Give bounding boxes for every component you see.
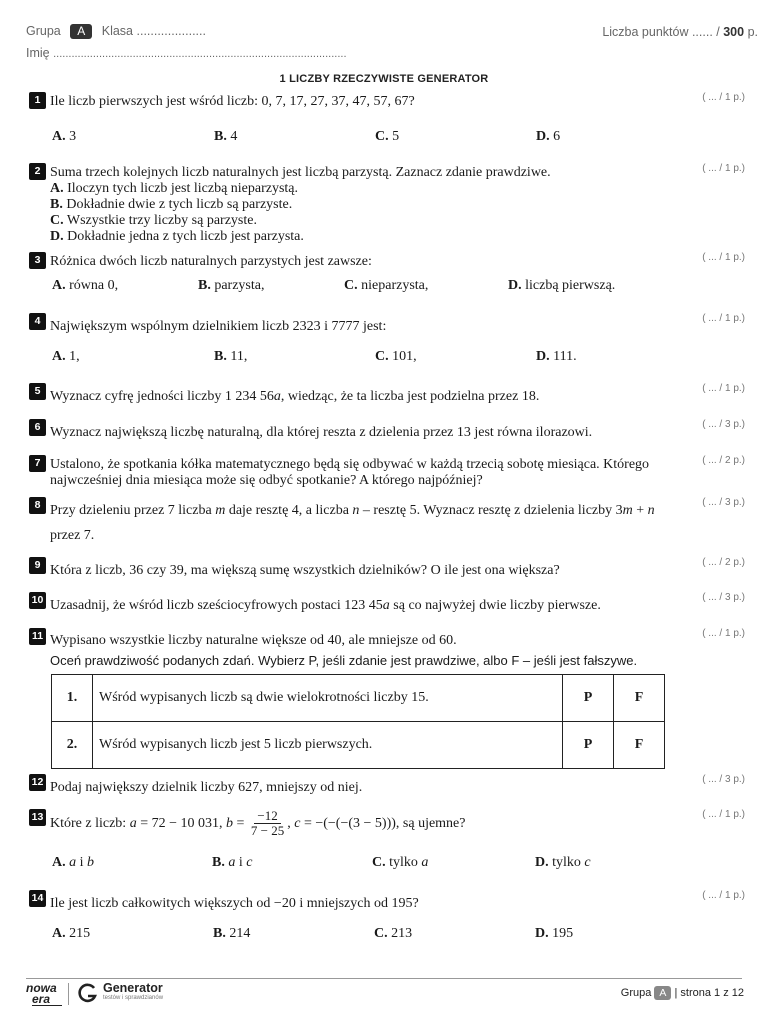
- question-1: [29, 92, 756, 110]
- answer-c[interactable]: C. 213: [374, 926, 413, 941]
- answer-b[interactable]: B. 4: [214, 129, 238, 144]
- question-text: Wypisano wszystkie liczby naturalne większe od 40, ale mniejsze od 60. Oceń prawdziwość podanych zdań. Wybierz P, jeśli zdanie jest prawdziwe, albo F – jeśli jest fałszywe.: [50, 628, 756, 669]
- name-dots[interactable]: ................................................................................................: [53, 48, 347, 60]
- question-number: 4: [29, 313, 46, 330]
- header-points: [602, 25, 758, 39]
- row-number: 2.: [52, 722, 93, 769]
- points-total: 300: [723, 25, 745, 39]
- true-option[interactable]: P: [563, 722, 614, 769]
- question-points: ( ... / 1 p.): [702, 809, 745, 820]
- answer-b[interactable]: B. Dokładnie dwie z tych liczb są parzyste.: [50, 197, 293, 212]
- question-text: Ile jest liczb całkowitych większych od −20 i mniejszych od 195?: [50, 896, 419, 911]
- answer-a[interactable]: A. a i b: [52, 855, 95, 870]
- question-points: ( ... / 1 p.): [702, 163, 745, 174]
- question-4: [29, 313, 756, 335]
- answer-c[interactable]: C. 101,: [375, 349, 417, 364]
- answer-d[interactable]: D. 6: [536, 129, 561, 144]
- answer-c[interactable]: C. tylko a: [372, 855, 429, 870]
- class-dots[interactable]: ....................: [136, 24, 206, 38]
- question-text: Wyznacz cyfrę jedności liczby 1 234 56a, wiedząc, że ta liczba jest podzielna przez 18.: [50, 389, 540, 404]
- page-title: 1 LICZBY RZECZYWISTE GENERATOR: [279, 73, 489, 85]
- footer-divider: [26, 978, 742, 979]
- answer-c[interactable]: C. nieparzysta,: [344, 278, 429, 293]
- question-points: ( ... / 1 p.): [702, 92, 745, 103]
- points-unit: p.: [747, 25, 758, 39]
- question-number: 12: [29, 774, 46, 791]
- logo-separator: [68, 983, 69, 1005]
- false-option[interactable]: F: [614, 675, 665, 722]
- question-text: Ile liczb pierwszych jest wśród liczb: 0, 7, 17, 27, 37, 47, 57, 67?: [50, 94, 415, 109]
- row-statement: Wśród wypisanych liczb są dwie wielokrotności liczby 15.: [93, 675, 563, 722]
- answer-c[interactable]: C. Wszystkie trzy liczby są parzyste.: [50, 213, 257, 228]
- question-number: 5: [29, 383, 46, 400]
- question-2: [29, 163, 756, 245]
- question-number: 2: [29, 163, 46, 180]
- question-text: Największym wspólnym dzielnikiem liczb 2323 i 7777 jest:: [50, 319, 387, 334]
- points-label: Liczba punktów ...... /: [602, 25, 720, 39]
- nowa-era-logo: nowa era: [26, 983, 62, 1006]
- question-3: [29, 252, 756, 270]
- question-10: [29, 592, 756, 614]
- question-points: ( ... / 2 p.): [702, 557, 745, 568]
- answer-b[interactable]: B. a i c: [212, 855, 253, 870]
- question-number: 3: [29, 252, 46, 269]
- question-number: 7: [29, 455, 46, 472]
- question-points: ( ... / 1 p.): [702, 252, 745, 263]
- question-text: Ustalono, że spotkania kółka matematycznego będą się odbywać w każdą trzecią sobotę miesiąca. Którego najwcześniej dnia miesiąca może się odbyć spotkanie? A którego najpóźniej?: [50, 457, 650, 488]
- header-group-class: [26, 24, 206, 39]
- answer-a[interactable]: A. równa 0,: [52, 278, 119, 293]
- question-points: ( ... / 1 p.): [702, 628, 745, 639]
- question-12: [29, 774, 756, 796]
- true-option[interactable]: P: [563, 675, 614, 722]
- question-13: [29, 809, 756, 838]
- question-text: Które z liczb: a = 72 − 10 031, b = $\frac{-12}{7 - 25}$ , c = −(−(−(3 − 5))), są ujemne?: [50, 808, 466, 838]
- footer-page-number: | strona 1 z 12: [674, 987, 744, 999]
- table-row: [52, 722, 665, 769]
- row-statement: Wśród wypisanych liczb jest 5 liczb pierwszych.: [93, 722, 563, 769]
- question-points: ( ... / 3 p.): [702, 774, 745, 785]
- name-label: Imię: [26, 46, 50, 60]
- question-text: Przy dzieleniu przez 7 liczba m daje resztę 4, a liczba n – resztę 5. Wyznacz resztę z dzielenia liczby 3m + n przez 7.: [50, 503, 655, 543]
- table-row: [52, 675, 665, 722]
- group-label: Grupa: [26, 24, 61, 38]
- question-number: 13: [29, 809, 46, 826]
- false-option[interactable]: F: [614, 722, 665, 769]
- answer-a[interactable]: A. 1,: [52, 349, 80, 364]
- fraction: $\frac{-12}{7 - 25}$: [250, 808, 285, 838]
- answer-d[interactable]: D. 195: [535, 926, 574, 941]
- question-11: [29, 628, 756, 669]
- class-label: Klasa: [101, 24, 134, 38]
- question-number: 14: [29, 890, 46, 907]
- question-points: ( ... / 2 p.): [702, 455, 745, 466]
- group-badge: A: [70, 24, 92, 39]
- answer-b[interactable]: B. parzysta,: [198, 278, 265, 293]
- row-number: 1.: [52, 675, 93, 722]
- question-number: 9: [29, 557, 46, 574]
- footer-group-badge: A: [654, 986, 671, 1000]
- answer-c[interactable]: C. 5: [375, 129, 400, 144]
- header-name: [26, 46, 347, 60]
- question-7: [29, 455, 756, 489]
- question-text: Która z liczb, 36 czy 39, ma większą sumę wszystkich dzielników? O ile jest ona większa?: [50, 563, 560, 578]
- question-points: ( ... / 3 p.): [702, 419, 745, 430]
- question-points: ( ... / 1 p.): [702, 890, 745, 901]
- answer-a[interactable]: A. Iloczyn tych liczb jest liczbą nieparzystą.: [50, 181, 299, 196]
- answer-d[interactable]: D. 111.: [536, 349, 577, 364]
- question-points: ( ... / 3 p.): [702, 592, 745, 603]
- question-text: Wyznacz największą liczbę naturalną, dla której reszta z dzielenia przez 13 jest równa ilorazowi.: [50, 425, 593, 440]
- answer-b[interactable]: B. 11,: [214, 349, 248, 364]
- answer-a[interactable]: A. 215: [52, 926, 91, 941]
- question-5: [29, 383, 756, 405]
- generator-logo-icon: [77, 982, 99, 1009]
- question-number: 8: [29, 497, 46, 514]
- answer-b[interactable]: B. 214: [213, 926, 251, 941]
- generator-logo: Generator testów i sprawdzianów: [103, 981, 164, 1001]
- question-14: [29, 890, 756, 912]
- question-points: ( ... / 1 p.): [702, 383, 745, 394]
- question-9: [29, 557, 756, 579]
- question-text: Różnica dwóch liczb naturalnych parzystych jest zawsze:: [50, 254, 372, 269]
- question-text: Suma trzech kolejnych liczb naturalnych jest liczbą parzystą. Zaznacz zdanie prawdziwe. A. Iloczyn tych liczb jest liczbą nieparzystą. B. Dokładnie dwie z tych liczb są parzyste. C. Wszystkie trzy liczby są parzyste. D. Dokładnie jedna z tych liczb jest parzysta.: [50, 163, 756, 245]
- question-number: 11: [29, 628, 46, 645]
- question-number: 1: [29, 92, 46, 109]
- answer-d[interactable]: D. liczbą pierwszą.: [508, 278, 616, 293]
- question-number: 6: [29, 419, 46, 436]
- answer-d[interactable]: D. tylko c: [535, 855, 591, 870]
- question-instruction: Oceń prawdziwość podanych zdań. Wybierz P, jeśli zdanie jest prawdziwe, albo F – jeśli jest fałszywe.: [50, 653, 638, 668]
- question-points: ( ... / 3 p.): [702, 497, 745, 508]
- answer-a[interactable]: A. 3: [52, 129, 77, 144]
- question-number: 10: [29, 592, 46, 609]
- answer-d[interactable]: D. Dokładnie jedna z tych liczb jest parzysta.: [50, 229, 304, 244]
- question-8: [29, 497, 756, 544]
- true-false-table: [51, 674, 665, 769]
- question-text: Podaj największy dzielnik liczby 627, mniejszy od niej.: [50, 780, 363, 795]
- question-6: [29, 419, 756, 441]
- footer-page-info: [621, 986, 744, 1000]
- question-text: Uzasadnij, że wśród liczb sześciocyfrowych postaci 123 45a są co najwyżej dwie liczby pierwsze.: [50, 598, 601, 613]
- footer-group-label: Grupa: [620, 987, 652, 999]
- question-points: ( ... / 1 p.): [702, 313, 745, 324]
